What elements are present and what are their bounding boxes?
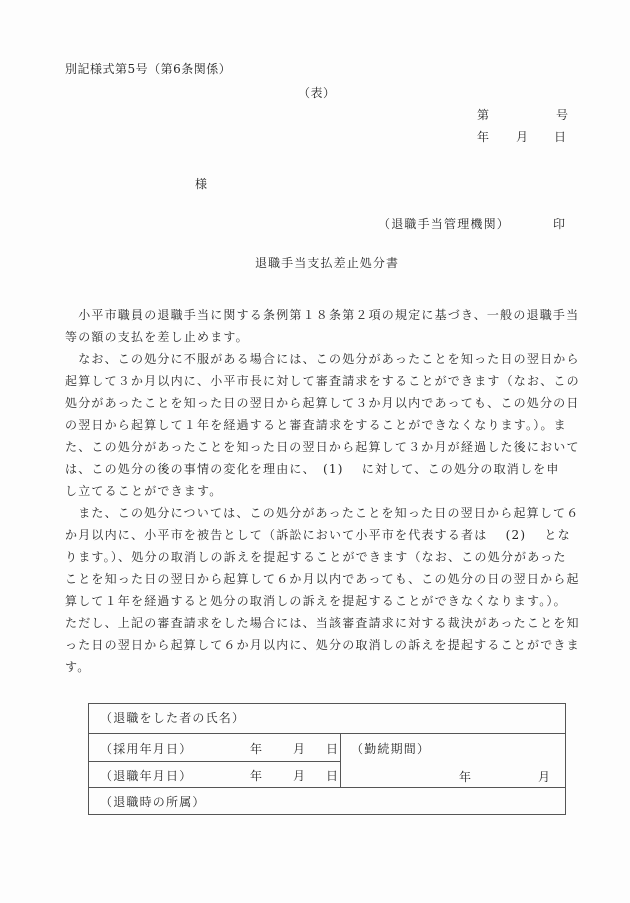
body-line: 小平市職員の退職手当に関する条例第１８条第２項の規定に基づき、一般の退職手当 [65,308,580,322]
body-line: 等の額の支払を差し止めます。 [65,330,249,344]
date-month-label: 月 [516,130,530,144]
retirement-year-label: 年 [250,769,264,783]
body-line: す。 [65,660,91,674]
body-line: か月以内に、小平市を被告として（訴訟において小平市を代表する者は (2) とな [65,528,571,542]
body-line: また、この処分については、この処分があったことを知った日の翌日から起算して６ [65,506,580,520]
side-label: （表） [298,86,336,100]
service-year-label: 年 [459,770,473,784]
hire-date-cell [89,733,340,761]
affiliation-cell [89,787,565,814]
retiree-name-label: （退職をした者の氏名） [100,711,246,725]
form-reference: 別記様式第5号（第6条関係） [65,62,232,76]
body-line: た、この処分があったことを知った日の翌日から起算して３か月が経過した後において [65,440,580,454]
body-line: ります。）、処分の取消しの訴えを提起することができます（なお、この処分があった [65,550,567,564]
retirement-date-cell [89,761,340,787]
body-line: は、この処分の後の事情の変化を理由に、 (1) に対して、この処分の取消しを申 [65,462,560,476]
service-month-label: 月 [538,770,552,784]
body-text [65,304,585,678]
body-line: し立てることができます。 [65,484,223,498]
date-year-label: 年 [477,130,491,144]
document-number-suffix: 号 [556,108,570,122]
document-number-prefix: 第 [477,108,491,122]
body-line: ことを知った日の翌日から起算して６か月以内であっても、この処分の日の翌日から起 [65,572,580,586]
hire-month-label: 月 [293,742,307,756]
addressee-honorific: 様 [195,177,209,191]
hire-day-label: 日 [326,742,340,756]
date-day-label: 日 [554,130,568,144]
body-line: なお、この処分に不服がある場合には、この処分があったことを知った日の翌日から [65,352,580,366]
body-line: ただし、上記の審査請求をした場合には、当該審査請求に対する裁決があったことを知 [65,616,580,630]
retirement-date-label: （退職年月日） [100,769,193,783]
retiree-name-cell [89,704,565,733]
hire-date-label: （採用年月日） [100,742,193,756]
retirement-month-label: 月 [293,769,307,783]
retirement-day-label: 日 [326,769,340,783]
retiree-info-table [88,703,566,815]
body-line: 起算して３か月以内に、小平市長に対して審査請求をすることができます（なお、この [65,374,580,388]
service-period-cell [340,733,565,787]
issuing-authority: （退職手当管理機関） [378,217,511,231]
body-line: 処分があったことを知った日の翌日から起算して３か月以内であっても、この処分の日 [65,396,580,410]
service-period-label: （勤続期間） [351,742,431,756]
body-line: の翌日から起算して１年を経過すると審査請求をすることができなくなります。）。ま [65,418,567,432]
document-title: 退職手当支払差止処分書 [255,256,400,270]
hire-year-label: 年 [250,742,264,756]
seal-mark: 印 [553,217,567,231]
body-line: った日の翌日から起算して６か月以内に、処分の取消しの訴えを提起することができま [65,638,580,652]
affiliation-label: （退職時の所属） [100,795,206,809]
body-line: 算して１年を経過すると処分の取消しの訴えを提起することができなくなります。）。 [65,594,567,608]
